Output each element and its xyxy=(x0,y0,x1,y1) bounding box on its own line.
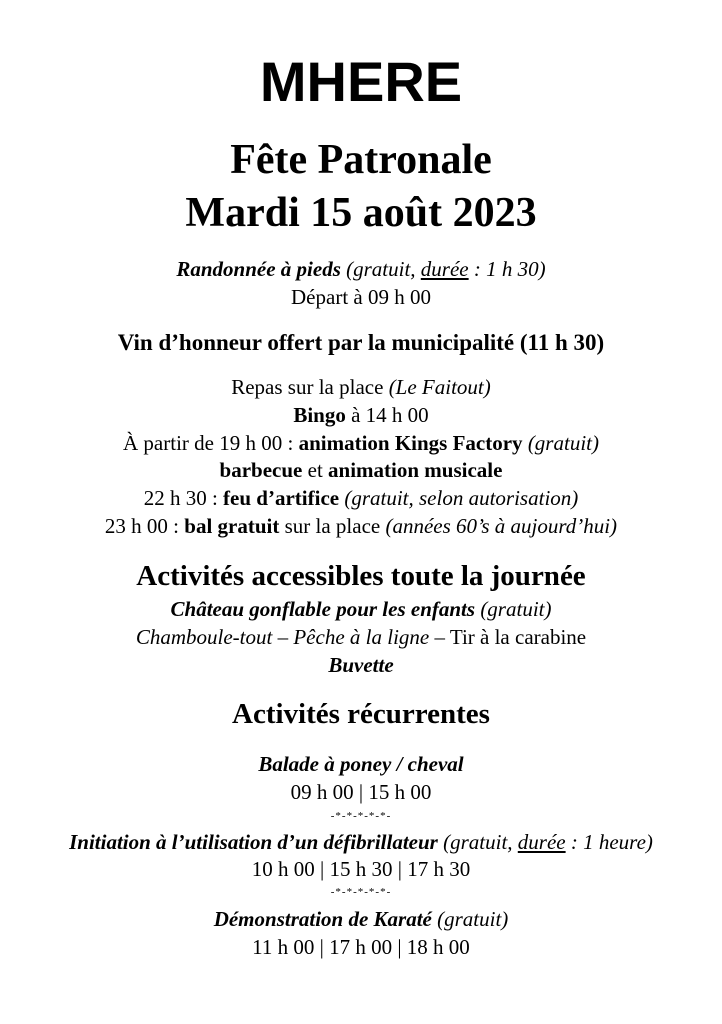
initiation-times: 10 h 00 | 15 h 30 | 17 h 30 xyxy=(251,857,471,881)
tir: Tir à la carabine xyxy=(449,625,587,649)
initiation-duree: durée xyxy=(517,830,566,854)
randonnee-duree-label: durée xyxy=(420,257,469,281)
animation-time: À partir de 19 h 00 : xyxy=(123,431,299,455)
repas-line xyxy=(0,377,722,398)
chateau-note: (gratuit) xyxy=(475,597,552,621)
feu-name: feu d’artifice xyxy=(223,486,340,510)
event-name: Fête Patronale xyxy=(230,137,492,183)
chateau-name: Château gonflable pour les enfants xyxy=(170,597,476,621)
chateau-line xyxy=(0,599,722,620)
feu-line xyxy=(0,488,722,509)
barbecue: barbecue xyxy=(219,458,303,482)
bingo-line xyxy=(0,405,722,426)
separator-2: -*-*-*-*-*- xyxy=(330,886,392,898)
karate-note: (gratuit) xyxy=(431,907,509,931)
feu-time: 22 h 30 : xyxy=(143,486,224,510)
balade-times: 09 h 00 | 15 h 00 xyxy=(290,780,432,804)
animation-line xyxy=(0,433,722,454)
initiation-name: Initiation à l’utilisation d’un défibrillateur xyxy=(69,830,438,854)
repas-text: Repas sur la place xyxy=(231,375,389,399)
feu-note: (gratuit, selon autorisation) xyxy=(339,486,579,510)
karate-line xyxy=(0,909,722,930)
initiation-line xyxy=(0,832,722,853)
randonnee-line xyxy=(0,259,722,280)
jeux-line xyxy=(0,627,722,648)
bal-time: 23 h 00 : xyxy=(104,514,185,538)
karate-name: Démonstration de Karaté xyxy=(213,907,432,931)
bal-line xyxy=(0,516,722,537)
separator-1: -*-*-*-*-*- xyxy=(330,810,392,822)
initiation-open: (gratuit, xyxy=(437,830,518,854)
bal-name: bal gratuit xyxy=(184,514,280,538)
karate-times: 11 h 00 | 17 h 00 | 18 h 00 xyxy=(252,935,470,959)
barbecue-et: et xyxy=(302,458,329,482)
bingo-time: à 14 h 00 xyxy=(345,403,429,427)
bal-place: sur la place xyxy=(279,514,386,538)
peche: Pêche à la ligne xyxy=(293,625,430,649)
animation-note: (gratuit) xyxy=(522,431,599,455)
repas-note: (Le Faitout) xyxy=(388,375,491,399)
balade-name: Balade à poney / cheval xyxy=(258,752,464,776)
jeux-dash-2: – xyxy=(429,625,450,649)
vin-honneur: Vin d’honneur offert par la municipalité (11 h 30) xyxy=(117,330,605,355)
chamboule: Chamboule-tout xyxy=(135,625,273,649)
animation-musicale: animation musicale xyxy=(328,458,503,482)
recurrentes-heading: Activités récurrentes xyxy=(232,698,490,730)
randonnee-detail-open: (gratuit, xyxy=(340,257,421,281)
bingo-name: Bingo xyxy=(293,403,346,427)
journee-heading: Activités accessibles toute la journée xyxy=(136,560,586,592)
animation-name: animation Kings Factory xyxy=(298,431,523,455)
randonnee-detail-close: : 1 h 30) xyxy=(468,257,546,281)
buvette: Buvette xyxy=(328,653,394,677)
bal-note: (années 60’s à aujourd’hui) xyxy=(385,514,618,538)
jeux-dash-1: – xyxy=(272,625,294,649)
initiation-close: : 1 heure) xyxy=(565,830,653,854)
barbecue-line xyxy=(0,460,722,481)
page-title: MHERE xyxy=(259,50,463,113)
event-date: Mardi 15 août 2023 xyxy=(185,190,537,236)
randonnee-name: Randonnée à pieds xyxy=(176,257,341,281)
randonnee-depart: Départ à 09 h 00 xyxy=(291,285,431,309)
